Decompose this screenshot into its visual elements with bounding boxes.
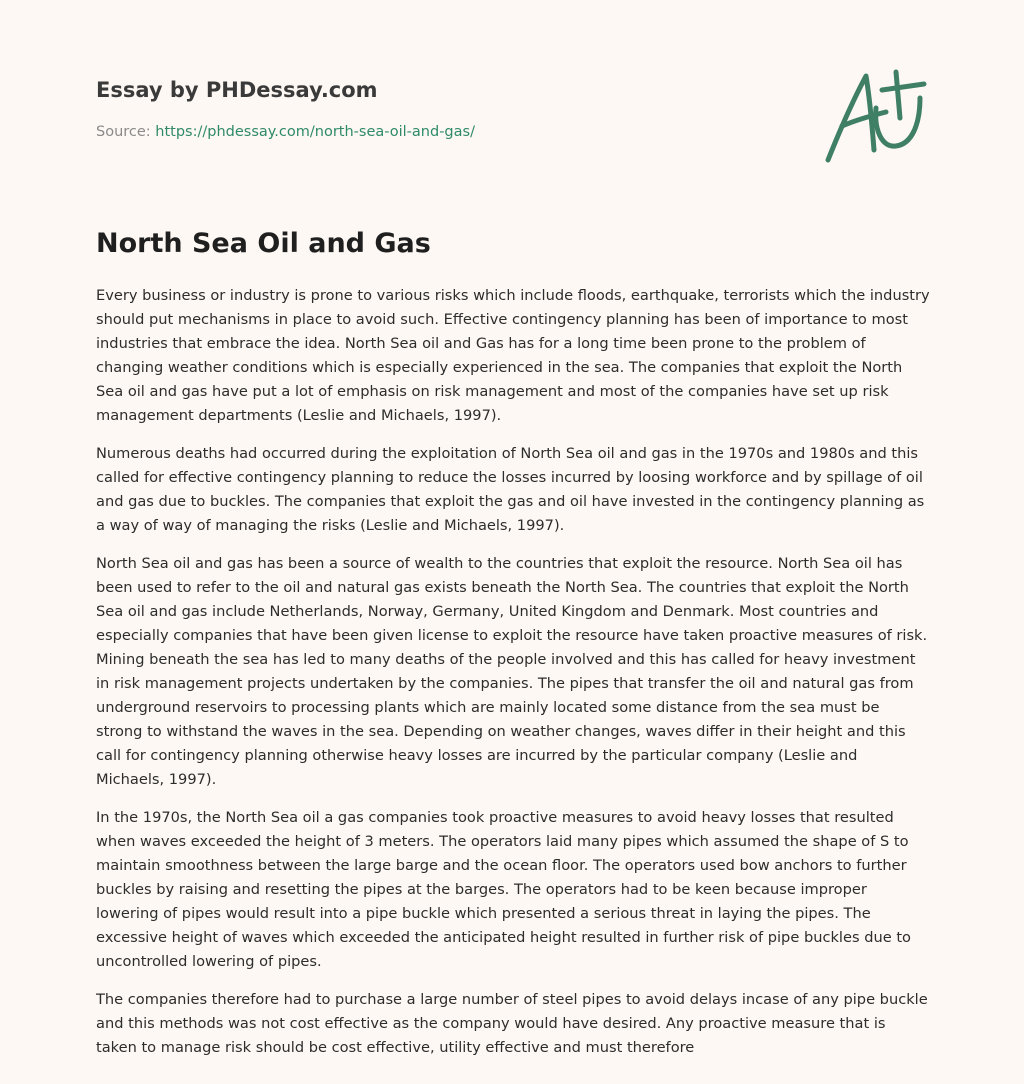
document-body <box>96 284 930 1074</box>
source-line <box>96 122 696 142</box>
document-title: North Sea Oil and Gas <box>96 228 431 259</box>
page-header <box>96 76 696 142</box>
source-link[interactable]: https://phdessay.com/north-sea-oil-and-gas/ <box>155 124 475 140</box>
paragraph: Numerous deaths had occurred during the exploitation of North Sea oil and gas in the 1970s and 1980s and this called for effective contingency planning to reduce the losses incurred by loosing workforce and by spillage of oil and gas due to buckles. The companies that exploit the gas and oil have invested in the contingency planning as a way of way of managing the risks (Leslie and Michaels, 1997). <box>96 445 925 534</box>
source-label: Source: <box>96 124 151 140</box>
site-brand: Essay by PHDessay.com <box>96 78 378 102</box>
paragraph: In the 1970s, the North Sea oil a gas companies took proactive measures to avoid heavy losses that resulted when waves exceeded the height of 3 meters. The operators laid many pipes which assumed the shape of S to maintain smoothness between the large barge and the ocean floor. The operators used bow anchors to further buckles by raising and resetting the pipes at the barges. The operators had to be keen because improper lowering of pipes would result into a pipe buckle which presented a serious threat in laying the pipes. The excessive height of waves which exceeded the anticipated height resulted in further risk of pipe buckles due to uncontrolled lowering of pipes. <box>96 809 911 970</box>
paragraph: The companies therefore had to purchase a large number of steel pipes to avoid delays incase of any pipe buckle and this methods was not cost effective as the company would have desired. Any proactive measure that is taken to manage risk should be cost effective, utility effective and must therefore <box>96 991 928 1056</box>
a-plus-logo-icon <box>818 64 930 168</box>
paragraph: North Sea oil and gas has been a source of wealth to the countries that exploit the resource. North Sea oil has been used to refer to the oil and natural gas exists beneath the North Sea. The countries that exploit the North Sea oil and gas include Netherlands, Norway, Germany, United Kingdom and Denmark. Most countries and especially companies that have been given license to exploit the resource have taken proactive measures of risk. Mining beneath the sea has led to many deaths of the people involved and this has called for heavy investment in risk management projects undertaken by the companies. The pipes that transfer the oil and natural gas from underground reservoirs to processing plants which are mainly located some distance from the sea must be strong to withstand the waves in the sea. Depending on weather changes, waves differ in their height and this call for contingency planning otherwise heavy losses are incurred by the particular company (Leslie and Michaels, 1997). <box>96 555 928 788</box>
paragraph: Every business or industry is prone to various risks which include floods, earthquake, terrorists which the industry should put mechanisms in place to avoid such. Effective contingency planning has been of importance to most industries that embrace the idea. North Sea oil and Gas has for a long time been prone to the problem of changing weather conditions which is especially experienced in the sea. The companies that exploit the North Sea oil and gas have put a lot of emphasis on risk management and most of the companies have set up risk management departments (Leslie and Michaels, 1997). <box>96 287 930 424</box>
